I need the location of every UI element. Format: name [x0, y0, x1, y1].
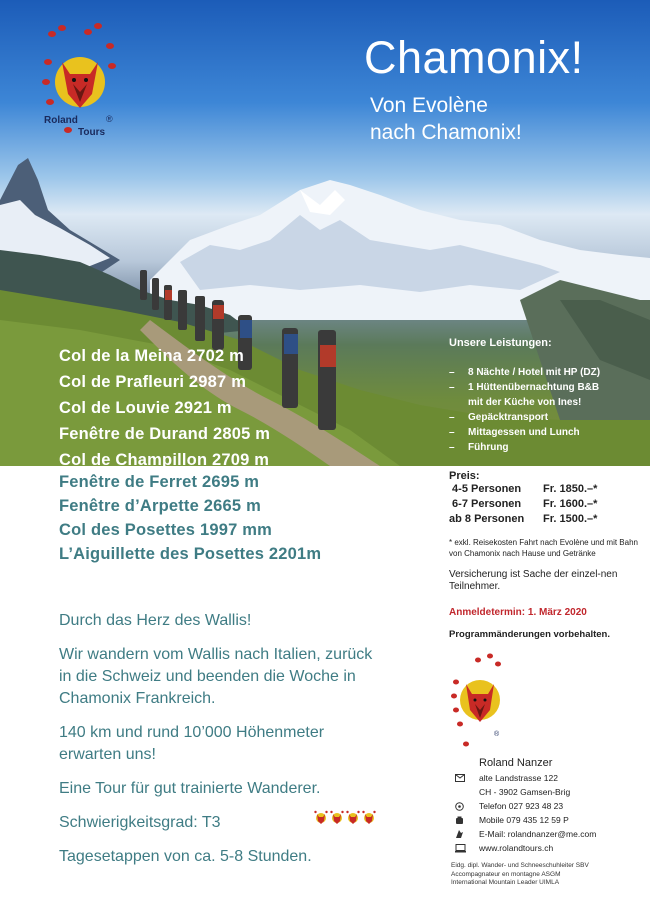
service-item [449, 380, 600, 395]
page-title: Chamonix! [364, 32, 584, 83]
mobile-icon [455, 815, 479, 825]
service-dash: – [449, 442, 455, 453]
service-item [449, 425, 600, 440]
price-heading: Preis: [449, 470, 480, 482]
brand-name-line2: Tours [78, 127, 106, 138]
service-text: mit der Küche von Ines! [468, 397, 582, 408]
fox-mini-icon [362, 809, 376, 825]
contact-address2: CH - 3902 Gamsen-Brig [479, 787, 571, 797]
mouse-icon [455, 829, 479, 839]
price-value: Fr. 1850.–* [543, 483, 598, 495]
difficulty-level: Schwierigkeitsgrad: T3 [59, 814, 221, 831]
service-dash [449, 395, 468, 410]
pass-item: Col de Louvie 2921 m [59, 399, 232, 417]
roland-tours-logo-small [446, 652, 506, 750]
price-persons: 6-7 Personen [449, 498, 522, 510]
contact-mobile[interactable]: Mobile 079 435 12 59 P [479, 815, 569, 825]
computer-icon [455, 843, 479, 853]
registration-deadline: Anmeldetermin: 1. März 2020 [449, 607, 587, 618]
description-paragraph: Eine Tour für gut trainierte Wanderer. [59, 780, 321, 797]
service-dash: – [449, 382, 455, 393]
service-dash: – [449, 367, 455, 378]
services-list [449, 337, 600, 455]
contact-address-row [455, 787, 570, 797]
insurance-note: Versicherung ist Sache der einzel-nen Teilnehmer. [449, 569, 618, 592]
page-subtitle [370, 92, 522, 146]
service-item [449, 410, 600, 425]
program-changes-note: Programmänderungen vorbehalten. [449, 629, 611, 640]
service-text: Gepäcktransport [468, 412, 549, 423]
service-text: Führung [468, 442, 509, 453]
price-row [449, 497, 639, 512]
pass-item: Col de Champillon 2709 m [59, 451, 270, 469]
service-item [449, 395, 600, 410]
description-paragraph: 140 km und rund 10’000 Höhenmeter erwarten uns! [59, 724, 325, 763]
brand-name-line1: Roland [44, 115, 78, 126]
contact-phone-row [455, 801, 563, 811]
passes-list-below [59, 470, 321, 566]
service-item [449, 440, 600, 455]
certifications [451, 862, 589, 888]
fox-mini-icon [314, 809, 328, 825]
contact-phone[interactable]: Telefon 027 923 48 23 [479, 801, 564, 811]
pass-item: Col de Prafleuri 2987 m [59, 373, 247, 391]
price-value: Fr. 1500.–* [543, 513, 598, 525]
price-row [449, 512, 639, 527]
registered-mark: ® [494, 731, 500, 738]
contact-website[interactable]: www.rolandtours.ch [479, 843, 554, 853]
description-paragraph: Wir wandern vom Wallis nach Italien, zurück in die Schweiz und beenden die Woche in Chamonix Frankreich. [59, 646, 373, 707]
service-text: Mittagessen und Lunch [468, 427, 580, 438]
service-item [449, 365, 600, 380]
service-text: 1 Hüttenübernachtung B&B [468, 382, 600, 393]
tour-description [59, 610, 389, 880]
price-value: Fr. 1600.–* [543, 498, 598, 510]
pass-item: Col des Posettes 1997 mm [59, 521, 272, 539]
price-persons: 4-5 Personen [449, 483, 522, 495]
fox-logo-icon [40, 22, 120, 140]
contact-web-row [455, 843, 553, 853]
roland-tours-logo [40, 22, 120, 140]
contact-email-row [455, 829, 596, 839]
pass-item: Fenêtre d’Arpette 2665 m [59, 497, 261, 515]
description-paragraph: Durch das Herz des Wallis! [59, 612, 252, 629]
price-row [449, 482, 639, 497]
pass-item: Fenêtre de Ferret 2695 m [59, 473, 260, 491]
services-heading: Unsere Leistungen: [449, 337, 552, 349]
certification-item: Eidg. dipl. Wander- und Schneeschuhleiter SBV [451, 862, 589, 869]
fox-logo-icon [446, 652, 506, 750]
certification-item: International Mountain Leader UIMLA [451, 879, 560, 886]
description-paragraph: Tagesetappen von ca. 5-8 Stunden. [59, 848, 312, 865]
difficulty-icons [314, 809, 376, 825]
subtitle-line2: nach Chamonix! [370, 121, 522, 144]
contact-address1: alte Landstrasse 122 [479, 773, 558, 783]
contact-name: Roland Nanzer [479, 757, 553, 769]
pass-item: L’Aiguillette des Posettes 2201m [59, 545, 322, 563]
contact-mobile-row [455, 815, 569, 825]
phone-icon [455, 801, 479, 811]
subtitle-line1: Von Evolène [370, 94, 488, 117]
fox-mini-icon [330, 809, 344, 825]
contact-email[interactable]: E-Mail: rolandnanzer@me.com [479, 829, 597, 839]
pass-item: Col de la Meina 2702 m [59, 347, 245, 365]
info-column [449, 470, 639, 640]
service-text: 8 Nächte / Hotel mit HP (DZ) [468, 367, 601, 378]
price-footnote: * exkl. Reisekosten Fahrt nach Evolène und mit Bahn von Chamonix nach Hause und Getränke [449, 538, 638, 558]
service-dash: – [449, 427, 455, 438]
pass-item: Fenêtre de Durand 2805 m [59, 425, 271, 443]
registered-mark: ® [106, 114, 113, 124]
passes-list-photo [59, 343, 270, 473]
letter-icon [455, 773, 479, 783]
fox-mini-icon [346, 809, 360, 825]
contact-address-row [455, 773, 558, 783]
price-persons: ab 8 Personen [449, 513, 525, 525]
certification-item: Accompagnateur en montagne ASGM [451, 870, 561, 878]
service-dash: – [449, 412, 455, 423]
